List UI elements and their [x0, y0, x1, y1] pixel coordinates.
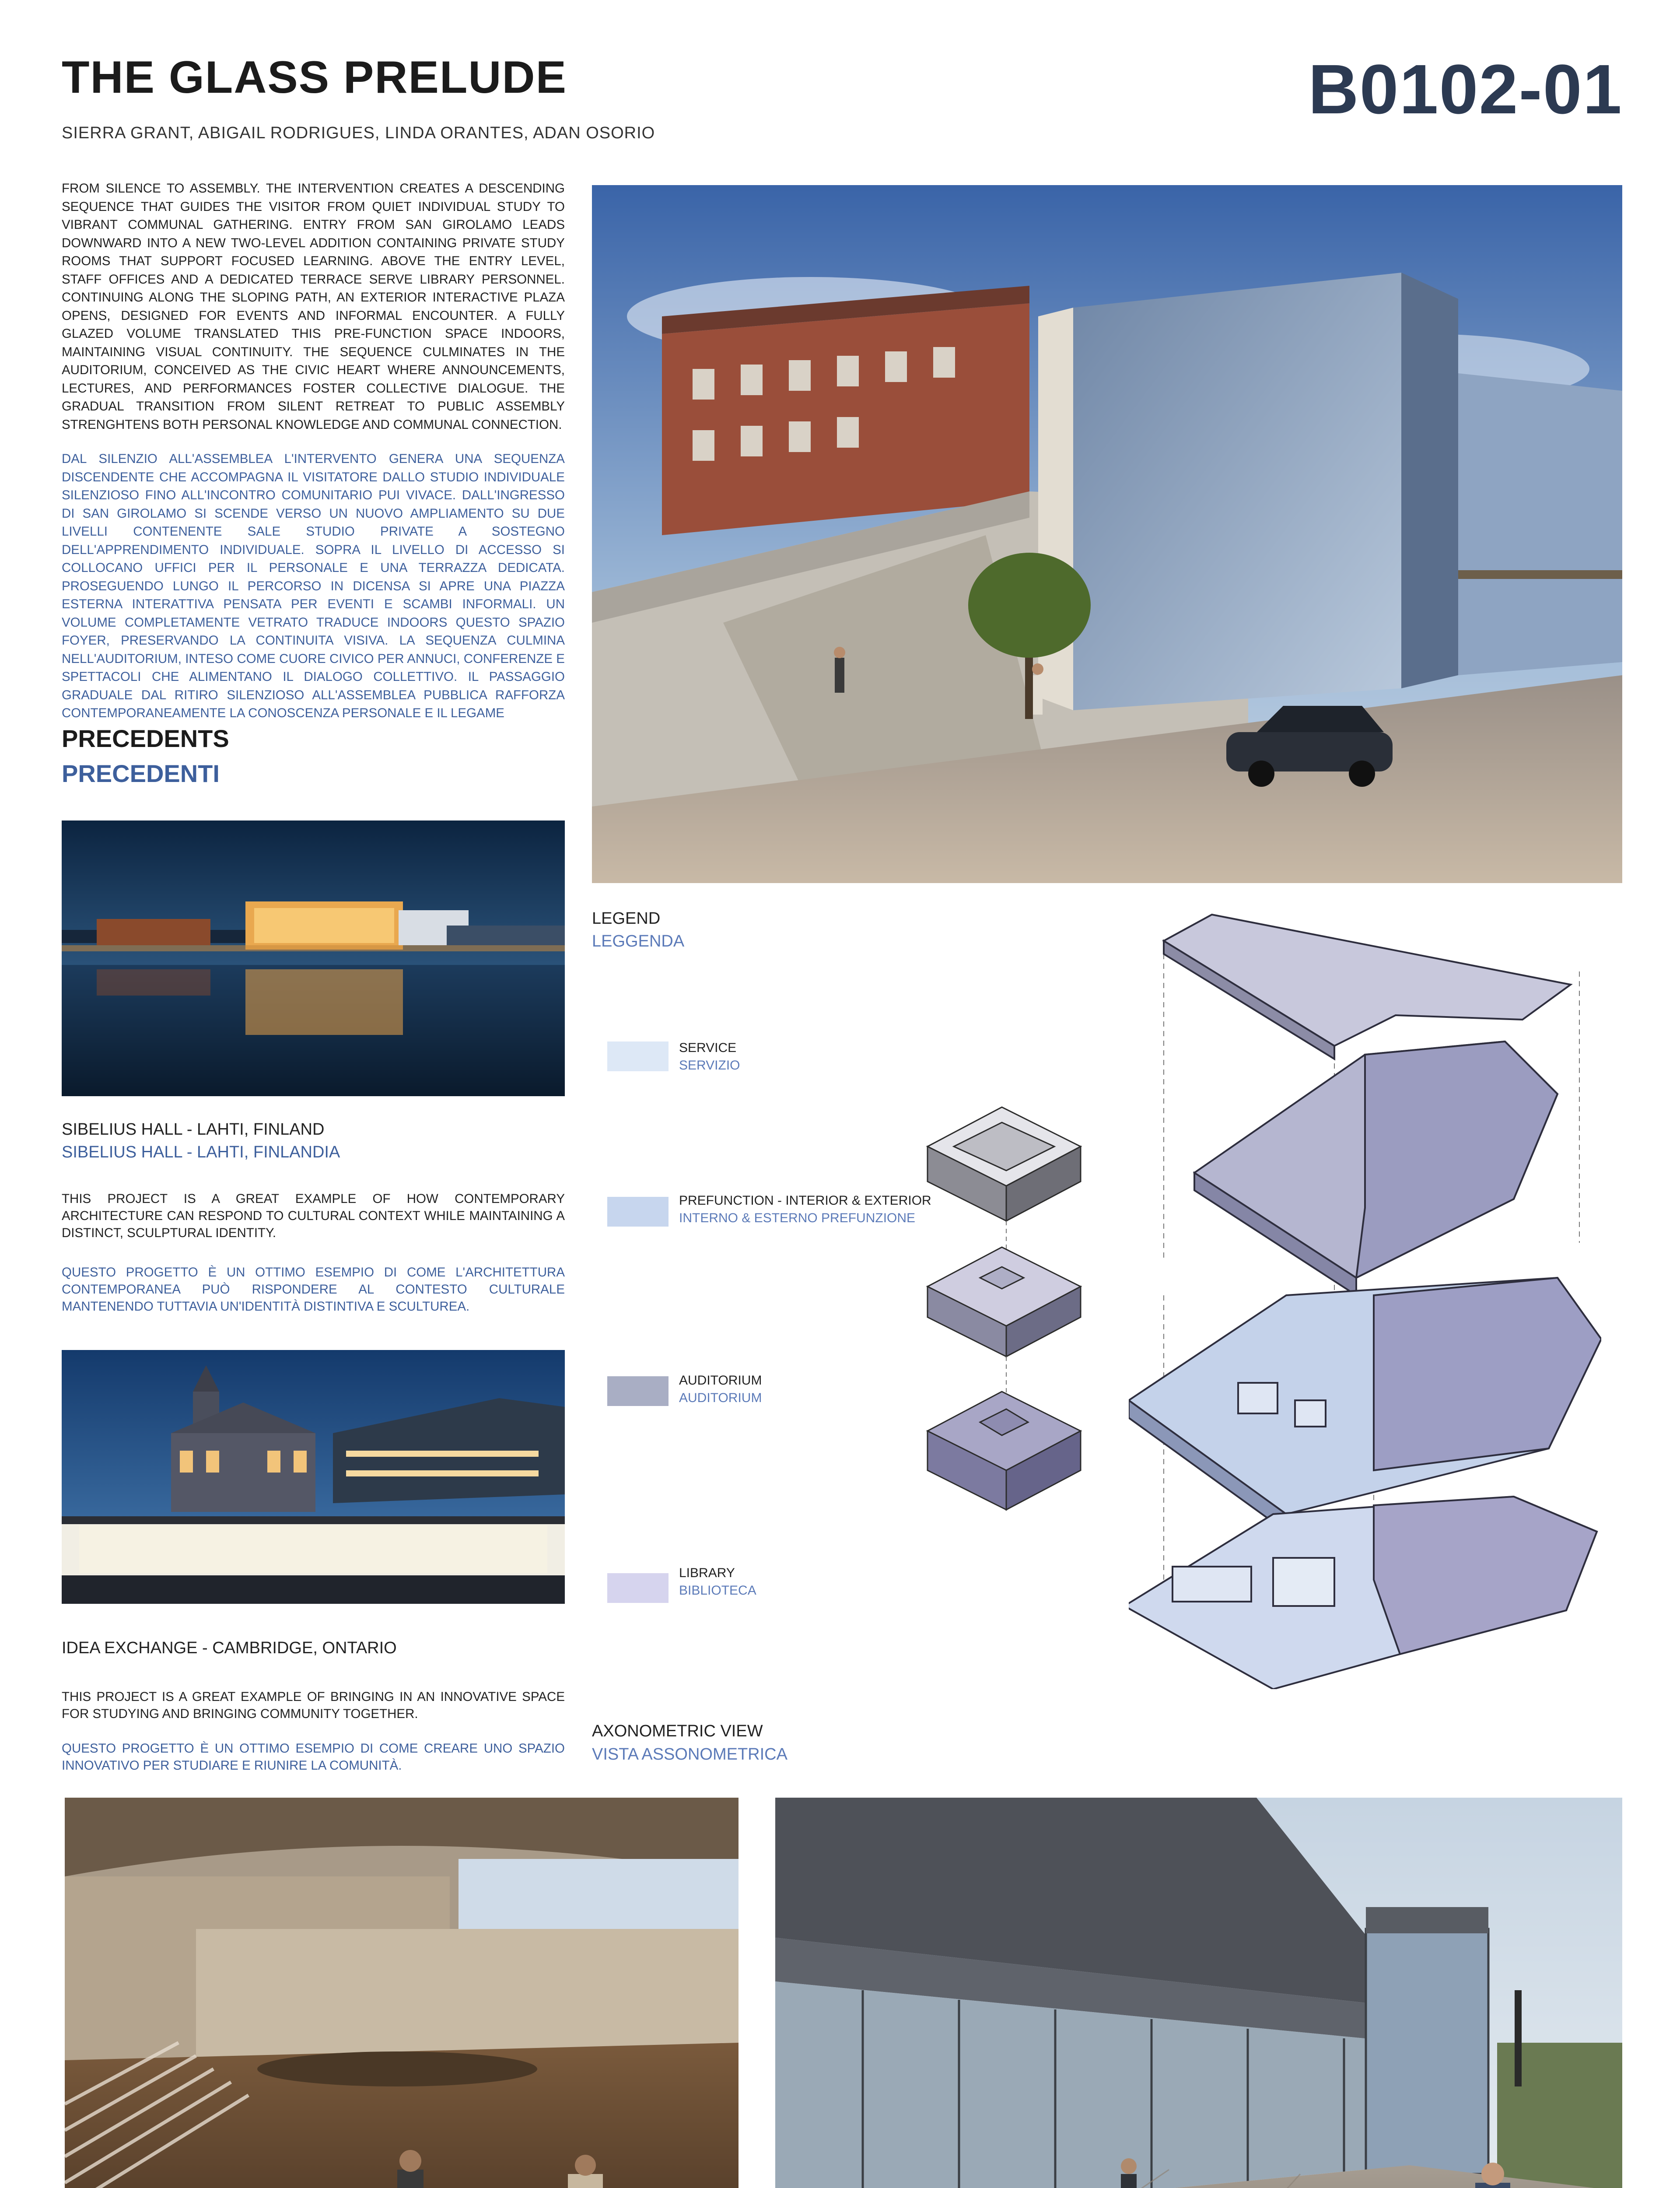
- legend-label-italian: SERVIZIO: [679, 1058, 740, 1073]
- project-title: THE GLASS PRELUDE: [62, 52, 567, 103]
- legend-label: AUDITORIUM: [679, 1373, 762, 1388]
- legend-label: LIBRARY: [679, 1566, 735, 1580]
- axonometric-label: AXONOMETRIC VIEW: [592, 1722, 763, 1740]
- legend-title-italian: LEGGENDA: [592, 932, 685, 950]
- exploded-cube-diagram: [914, 1090, 1098, 1532]
- precedents-heading: PRECEDENTS: [62, 725, 229, 752]
- authors: SIERRA GRANT, ABIGAIL RODRIGUES, LINDA ORANTES, ADAN OSORIO: [62, 124, 655, 142]
- precedent-2-name: IDEA EXCHANGE - CAMBRIDGE, ONTARIO: [62, 1639, 397, 1657]
- sibelius-hall-photo: [62, 820, 565, 1096]
- board-code: B0102-01: [1308, 50, 1623, 128]
- legend-swatch-auditorium: [607, 1376, 668, 1406]
- intro-english: FROM SILENCE TO ASSEMBLY. THE INTERVENTION CREATES A DESCENDING SEQUENCE THAT GUIDES THE VISITOR FROM QUIET INDIVIDUAL STUDY TO VIBRANT COMMUNAL GATHERING. ENTRY FROM SAN GIROLAMO LEADS DOWNWARD INTO A NEW TWO-LEVEL ADDITION CONTAINING PRIVATE STUDY ROOMS THAT SUPPORT FOCUSED LEARNING. ABOVE THE ENTRY LEVEL, STAFF OFFICES AND A DEDICATED TERRACE SERVE LIBRARY PERSONNEL. CONTINUING ALONG THE SLOPING PATH, AN EXTERIOR INTERACTIVE PLAZA OPENS, DESIGNED FOR EVENTS AND INFORMAL ENCOUNTER. A FULLY GLAZED VOLUME TRANSLATED THIS PRE-FUNCTION SPACE INDOORS, MAINTAINING VISUAL CONTINUITY. THE SEQUENCE CULMINATES IN THE AUDITORIUM, CONCEIVED AS THE CIVIC HEART WHERE ANNOUNCEMENTS, LECTURES, AND PERFORMANCES FOSTER COLLECTIVE DIALOGUE. THE GRADUAL TRANSITION FROM SILENT RETREAT TO PUBLIC ASSEMBLY STRENGHTENS BOTH PERSONAL KNOWLEDGE AND COMMUNAL CONNECTION.: [62, 181, 565, 432]
- legend-label-italian: BIBLIOTECA: [679, 1583, 756, 1598]
- legend-label: SERVICE: [679, 1041, 737, 1055]
- precedent-1-name-italian: SIBELIUS HALL - LAHTI, FINLANDIA: [62, 1143, 340, 1161]
- legend-title: LEGEND: [592, 909, 661, 928]
- legend-swatch-prefunction: [607, 1197, 668, 1227]
- precedent-1-name: SIBELIUS HALL - LAHTI, FINLAND: [62, 1120, 325, 1139]
- precedent-2-description: THIS PROJECT IS A GREAT EXAMPLE OF BRINGING IN AN INNOVATIVE SPACE FOR STUDYING AND BRINGING COMMUNITY TOGETHER.: [62, 1690, 565, 1721]
- auditorium-interior-render: [65, 1798, 738, 2188]
- axonometric-diagram: [1129, 901, 1601, 1689]
- legend-label: PREFUNCTION - INTERIOR & EXTERIOR: [679, 1193, 931, 1208]
- legend-label-italian: INTERNO & ESTERNO PREFUNZIONE: [679, 1211, 916, 1225]
- precedents-heading-italian: PRECEDENTI: [62, 760, 220, 787]
- precedent-1-description: THIS PROJECT IS A GREAT EXAMPLE OF HOW CONTEMPORARY ARCHITECTURE CAN RESPOND TO CULTURAL CONTEXT WHILE MAINTAINING A DISTINCT, SCULPTURAL IDENTITY.: [62, 1192, 565, 1240]
- idea-exchange-photo: [62, 1350, 565, 1604]
- legend-label-italian: AUDITORIUM: [679, 1391, 762, 1405]
- axonometric-label-italian: VISTA ASSONOMETRICA: [592, 1745, 788, 1764]
- legend-swatch-service: [607, 1041, 668, 1071]
- terrace-exterior-render: [775, 1798, 1622, 2188]
- legend-swatch-library: [607, 1573, 668, 1603]
- precedent-1-description-italian: QUESTO PROGETTO È UN OTTIMO ESEMPIO DI COME L'ARCHITETTURA CONTEMPORANEA PUÒ RISPONDERE AL CONTESTO CULTURALE MANTENENDO TUTTAVIA UN'IDENTITÀ DISTINTIVA E SCULTUREA.: [62, 1265, 565, 1314]
- exterior-render-hero: [592, 185, 1622, 883]
- precedent-2-description-italian: QUESTO PROGETTO È UN OTTIMO ESEMPIO DI COME CREARE UNO SPAZIO INNOVATIVO PER STUDIARE E RIUNIRE LA COMUNITÀ.: [62, 1741, 565, 1773]
- intro-italian: DAL SILENZIO ALL'ASSEMBLEA L'INTERVENTO GENERA UNA SEQUENZA DISCENDENTE CHE ACCOMPAGNA IL VISITATORE DALLO STUDIO INDIVIDUALE SILENZIOSO FINO ALL'INCONTRO COMUNITARIO PUI VIVACE. DALL'INGRESSO DI SAN GIROLAMO SI SCENDE VERSO UN NUOVO AMPLIAMENTO SU DUE LIVELLI CONTENENTE SALE STUDIO PRIVATE A SOSTEGNO DELL'APPRENDIMENTO INDIVIDUALE. SOPRA IL LIVELLO DI ACCESSO SI COLLOCANO UFFICI PER IL PERSONALE E UNA TERRAZZA DEDICATA. PROSEGUENDO LUNGO IL PERCORSO IN DICENSA SI APRE UNA PIAZZA ESTERNA INTERATTIVA PENSATA PER EVENTI E SCAMBI INFORMALI. UN VOLUME COMPLETAMENTE VETRATO TRADUCE INDOORS QUESTO SPAZIO FOYER, PRESERVANDO LA CONTINUITA VISIVA. LA SEQUENZA CULMINA NELL'AUDITORIUM, INTESO COME CUORE CIVICO PER ANNUCI, CONFERENZE E SPETTACOLI CHE ALIMENTANO IL DIALOGO COLLETTIVO. IL PASSAGGIO GRADUALE DAL RITIRO SILENZIOSO ALL'ASSEMBLEA PUBBLICA RAFFORZA CONTEMPORANEAMENTE LA CONOSCENZA PERSONALE E IL LEGAME: [62, 452, 565, 720]
